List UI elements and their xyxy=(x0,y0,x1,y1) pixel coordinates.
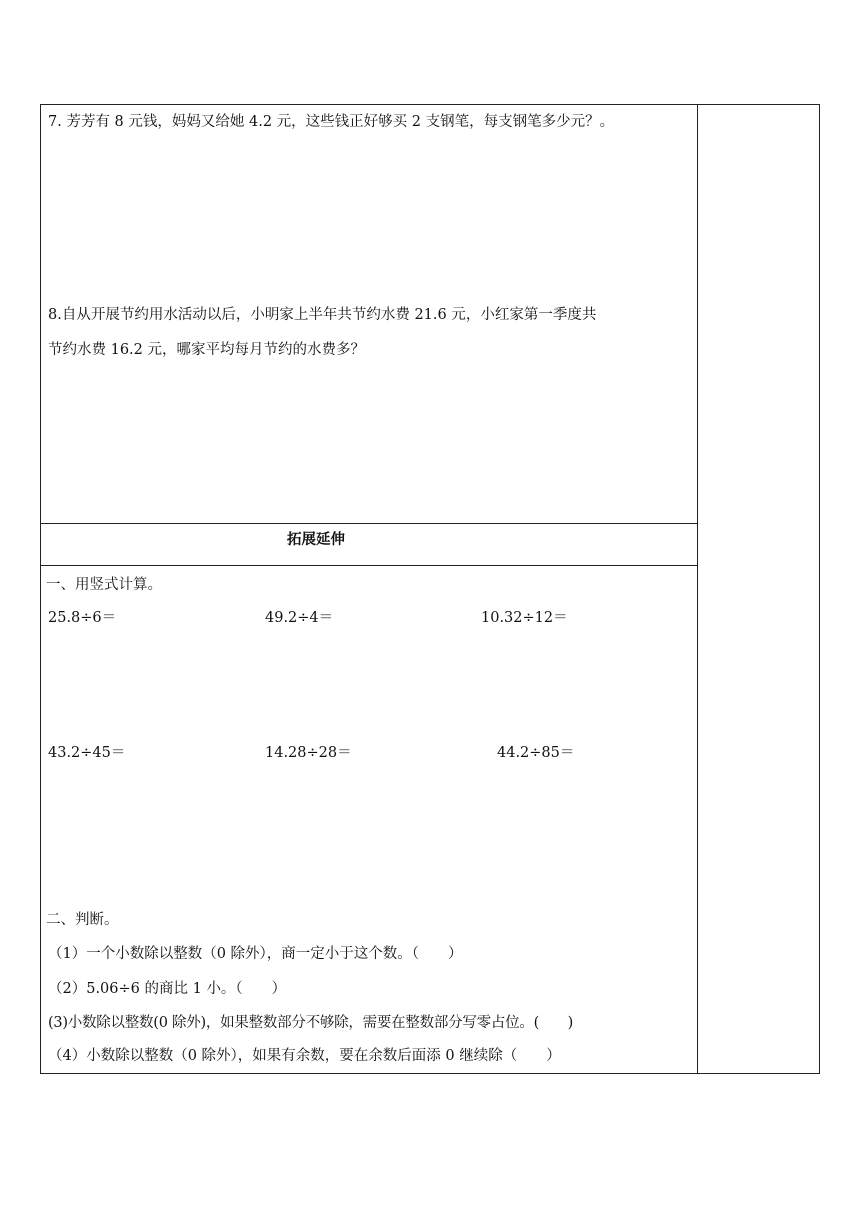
calc-item: 44.2÷85＝ xyxy=(497,745,575,761)
part-1-heading: 一、用竖式计算。 xyxy=(46,577,162,593)
calc-item: 49.2÷4＝ xyxy=(265,610,334,626)
table-bottom-border xyxy=(40,1073,820,1074)
question-8-line-2: 节约水费 16.2 元，哪家平均每月节约的水费多？ xyxy=(48,342,366,358)
part-2-heading: 二、判断。 xyxy=(46,912,119,928)
table-right-border xyxy=(819,104,820,1074)
question-7: 7. 芳芳有 8 元钱，妈妈又给她 4.2 元，这些钱正好够买 2 支钢笔，每支钢笔多少元？。 xyxy=(48,114,615,130)
question-8-line-1: 8.自从开展节约用水活动以后，小明家上半年共节约水费 21.6 元，小红家第一季度共 xyxy=(48,307,597,323)
column-divider xyxy=(697,104,698,1074)
section-title-bottom-border xyxy=(40,565,698,566)
section-title-top-border xyxy=(40,523,698,524)
judge-item-1: （1）一个小数除以整数（0 除外），商一定小于这个数。（ ） xyxy=(48,946,463,962)
calc-item: 10.32÷12＝ xyxy=(481,610,568,626)
calc-item: 43.2÷45＝ xyxy=(48,745,126,761)
judge-item-3: (3)小数除以整数(0 除外)，如果整数部分不够除，需要在整数部分写零占位。( ) xyxy=(48,1015,573,1031)
calc-item: 14.28÷28＝ xyxy=(265,745,352,761)
judge-item-4: （4）小数除以整数（0 除外），如果有余数，要在余数后面添 0 继续除（ ） xyxy=(48,1048,561,1064)
section-title: 拓展延伸 xyxy=(287,532,345,548)
table-left-border xyxy=(40,104,41,1074)
judge-item-2: （2）5.06÷6 的商比 1 小。（ ） xyxy=(48,981,287,997)
table-top-border xyxy=(40,104,820,105)
calc-item: 25.8÷6＝ xyxy=(48,610,117,626)
